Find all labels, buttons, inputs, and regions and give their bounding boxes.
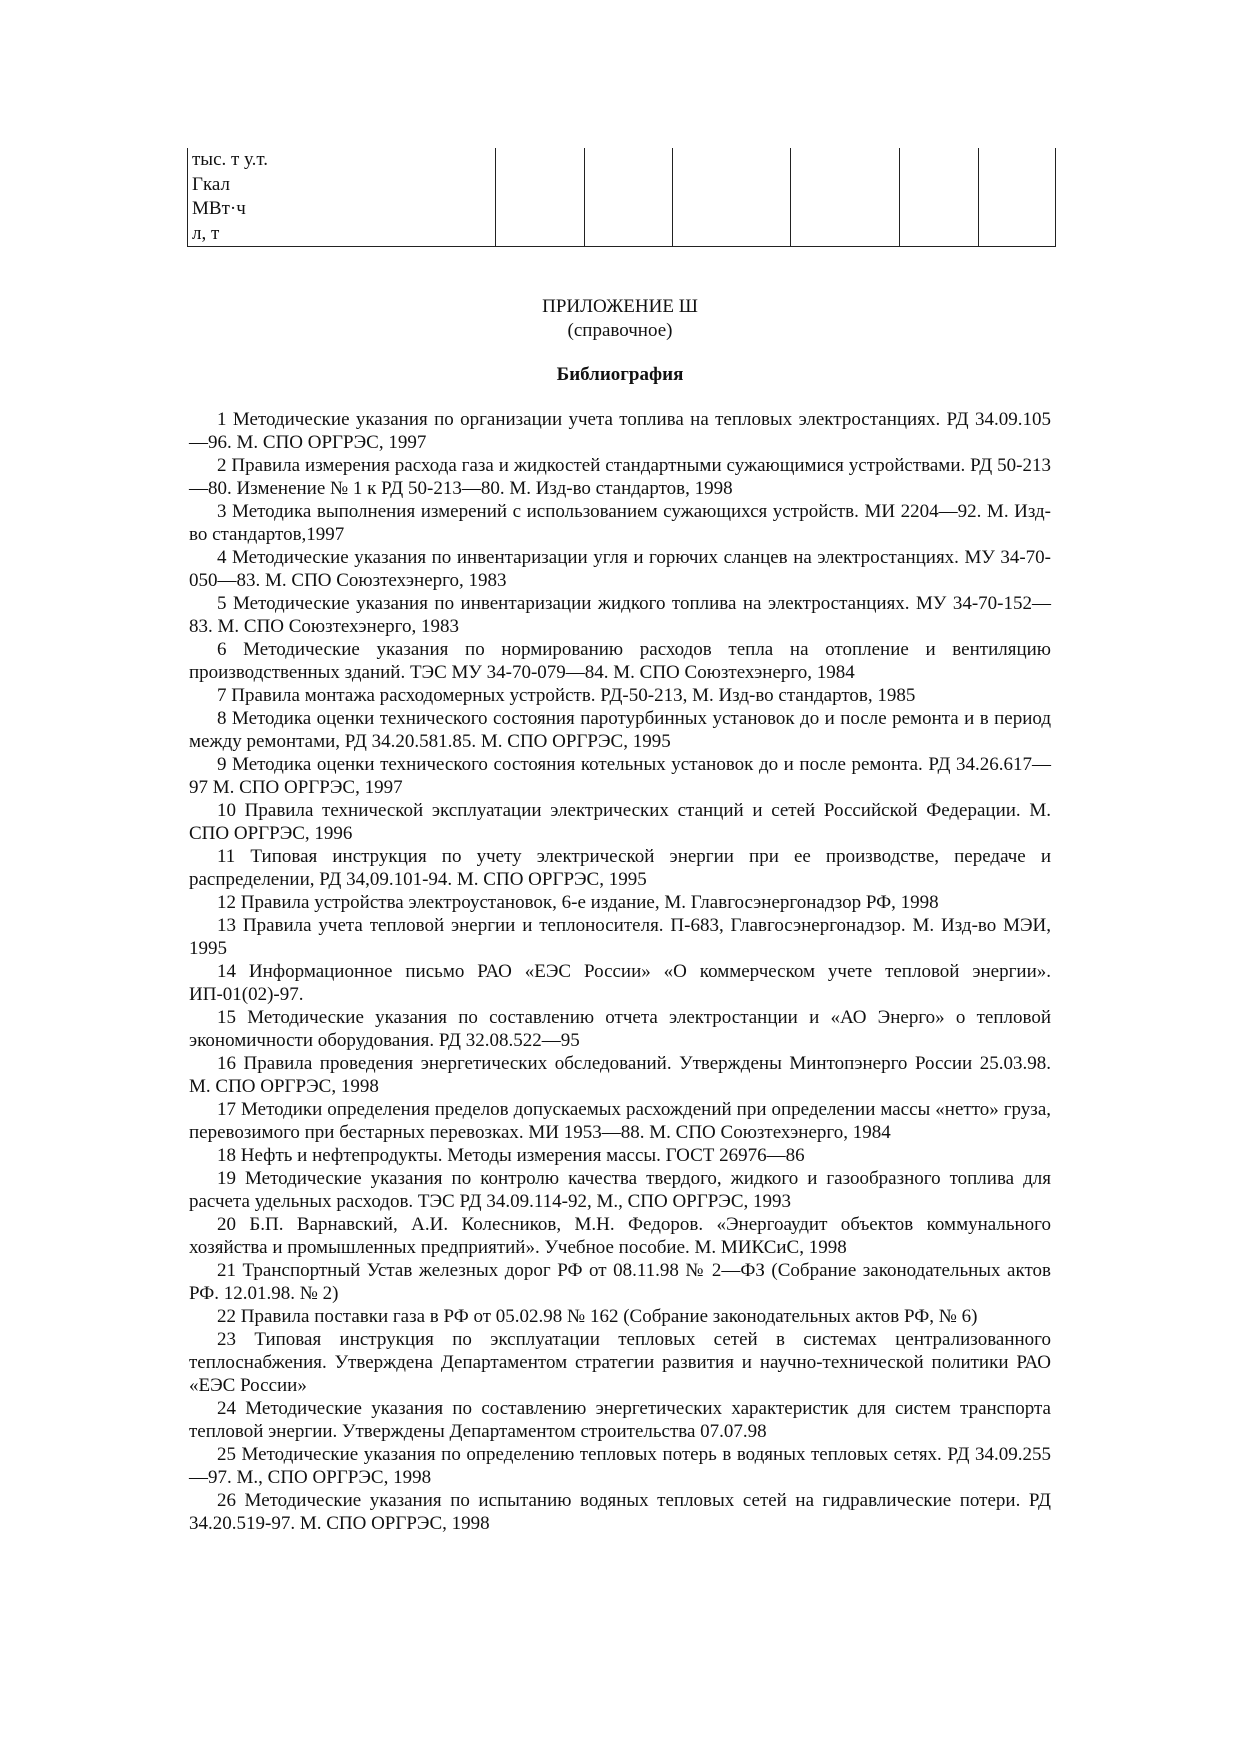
- reference-item: 20 Б.П. Варнавский, А.И. Колесников, М.Н. Федоров. «Энергоаудит объектов коммунального хозяйства и промышленных предприятий». Учебное пособие. М. МИКСиС, 1998: [189, 1214, 1051, 1258]
- table-cell: [496, 148, 585, 247]
- reference-item: 4 Методические указания по инвентаризации угля и горючих сланцев на электростанциях. МУ 34-70-050—83. М. СПО Союзтехэнерго, 1983: [189, 547, 1051, 591]
- reference-item: 16 Правила проведения энергетических обследований. Утверждены Минтопэнерго России 25.03.98. М. СПО ОРГРЭС, 1998: [189, 1053, 1051, 1097]
- reference-item: 8 Методика оценки технического состояния паротурбинных установок до и после ремонта и в период между ремонтами, РД 34.20.581.85. М. СПО ОРГРЭС, 1995: [189, 708, 1051, 752]
- bibliography-list: [189, 408, 1051, 1535]
- reference-item: 9 Методика оценки технического состояния котельных установок до и после ремонта. РД 34.26.617—97 М. СПО ОРГРЭС, 1997: [189, 754, 1051, 798]
- appendix-title: ПРИЛОЖЕНИЕ Ш: [542, 296, 698, 317]
- reference-item: 3 Методика выполнения измерений с использованием сужающихся устройств. МИ 2204—92. М. Изд-во стандартов,1997: [189, 501, 1051, 545]
- table-cell: [673, 148, 791, 247]
- reference-item: 10 Правила технической эксплуатации электрических станций и сетей Российской Федерации. М. СПО ОРГРЭС, 1996: [189, 800, 1051, 844]
- reference-item: 1 Методические указания по организации учета топлива на тепловых электростанциях. РД 34.09.105—96. М. СПО ОРГРЭС, 1997: [189, 409, 1051, 453]
- reference-item: 17 Методики определения пределов допускаемых расхождений при определении массы «нетто» груза, перевозимого при бестарных перевозках. МИ 1953—88. М. СПО Союзтехэнерго, 1984: [189, 1099, 1051, 1143]
- reference-item: 5 Методические указания по инвентаризации жидкого топлива на электростанциях. МУ 34-70-152—83. М. СПО Союзтехэнерго, 1983: [189, 593, 1051, 637]
- unit-label: МВт·ч: [192, 198, 246, 219]
- table-cell: [979, 148, 1056, 247]
- reference-item: 24 Методические указания по составлению энергетических характеристик для систем транспорта тепловой энергии. Утверждены Департаментом строительства 07.07.98: [189, 1398, 1051, 1442]
- reference-item: 14 Информационное письмо РАО «ЕЭС России» «О коммерческом учете тепловой энергии». ИП-01(02)-97.: [189, 961, 1051, 1005]
- unit-label: Гкал: [192, 173, 231, 195]
- units-cell: [188, 148, 496, 247]
- table-cell: [791, 148, 900, 247]
- reference-item: 15 Методические указания по составлению отчета электростанции и «АО Энерго» о тепловой экономичности оборудования. РД 32.08.522—95: [189, 1007, 1051, 1051]
- reference-item: 7 Правила монтажа расходомерных устройств. РД-50-213, М. Изд-во стандартов, 1985: [217, 685, 916, 706]
- reference-item: 12 Правила устройства электроустановок, 6-е издание, М. Главгосэнергонадзор РФ, 1998: [217, 892, 939, 913]
- reference-item: 19 Методические указания по контролю качества твердого, жидкого и газообразного топлива для расчета удельных расходов. ТЭС РД 34.09.114-92, М., СПО ОРГРЭС, 1993: [189, 1168, 1051, 1212]
- table-row: [188, 148, 1056, 247]
- reference-item: 6 Методические указания по нормированию расходов тепла на отопление и вентиляцию производственных зданий. ТЭС МУ 34-70-079—84. М. СПО Союзтехэнерго, 1984: [189, 639, 1051, 683]
- reference-item: 23 Типовая инструкция по эксплуатации тепловых сетей в системах централизованного теплоснабжения. Утверждена Департаментом стратегии развития и научно-технической политики РАО «ЕЭС России»: [189, 1329, 1051, 1396]
- reference-item: 11 Типовая инструкция по учету электрической энергии при ее производстве, передаче и распределении, РД 34,09.101-94. М. СПО ОРГРЭС, 1995: [189, 846, 1051, 890]
- bibliography-heading: Библиография: [556, 364, 684, 385]
- table-cell: [900, 148, 979, 247]
- units-table: [187, 148, 1056, 247]
- reference-item: 22 Правила поставки газа в РФ от 05.02.98 № 162 (Собрание законодательных актов РФ, № 6): [217, 1306, 978, 1327]
- unit-label: тыс. т у.т.: [192, 149, 269, 170]
- reference-item: 13 Правила учета тепловой энергии и теплоносителя. П-683, Главгосэнергонадзор. М. Изд-во МЭИ, 1995: [189, 915, 1051, 959]
- table-cell: [585, 148, 673, 247]
- reference-item: 25 Методические указания по определению тепловых потерь в водяных тепловых сетях. РД 34.09.255—97. М., СПО ОРГРЭС, 1998: [189, 1444, 1051, 1488]
- unit-label: л, т: [192, 222, 220, 244]
- appendix-subtitle: (справочное): [567, 320, 673, 341]
- reference-item: 21 Транспортный Устав железных дорог РФ от 08.11.98 № 2—ФЗ (Собрание законодательных актов РФ. 12.01.98. № 2): [189, 1260, 1051, 1304]
- reference-item: 2 Правила измерения расхода газа и жидкостей стандартными сужающимися устройствами. РД 50-213—80. Изменение № 1 к РД 50-213—80. М. Изд-во стандартов, 1998: [189, 455, 1051, 499]
- reference-item: 26 Методические указания по испытанию водяных тепловых сетей на гидравлические потери. РД 34.20.519-97. М. СПО ОРГРЭС, 1998: [189, 1490, 1051, 1534]
- reference-item: 18 Нефть и нефтепродукты. Методы измерения массы. ГОСТ 26976—86: [217, 1145, 805, 1166]
